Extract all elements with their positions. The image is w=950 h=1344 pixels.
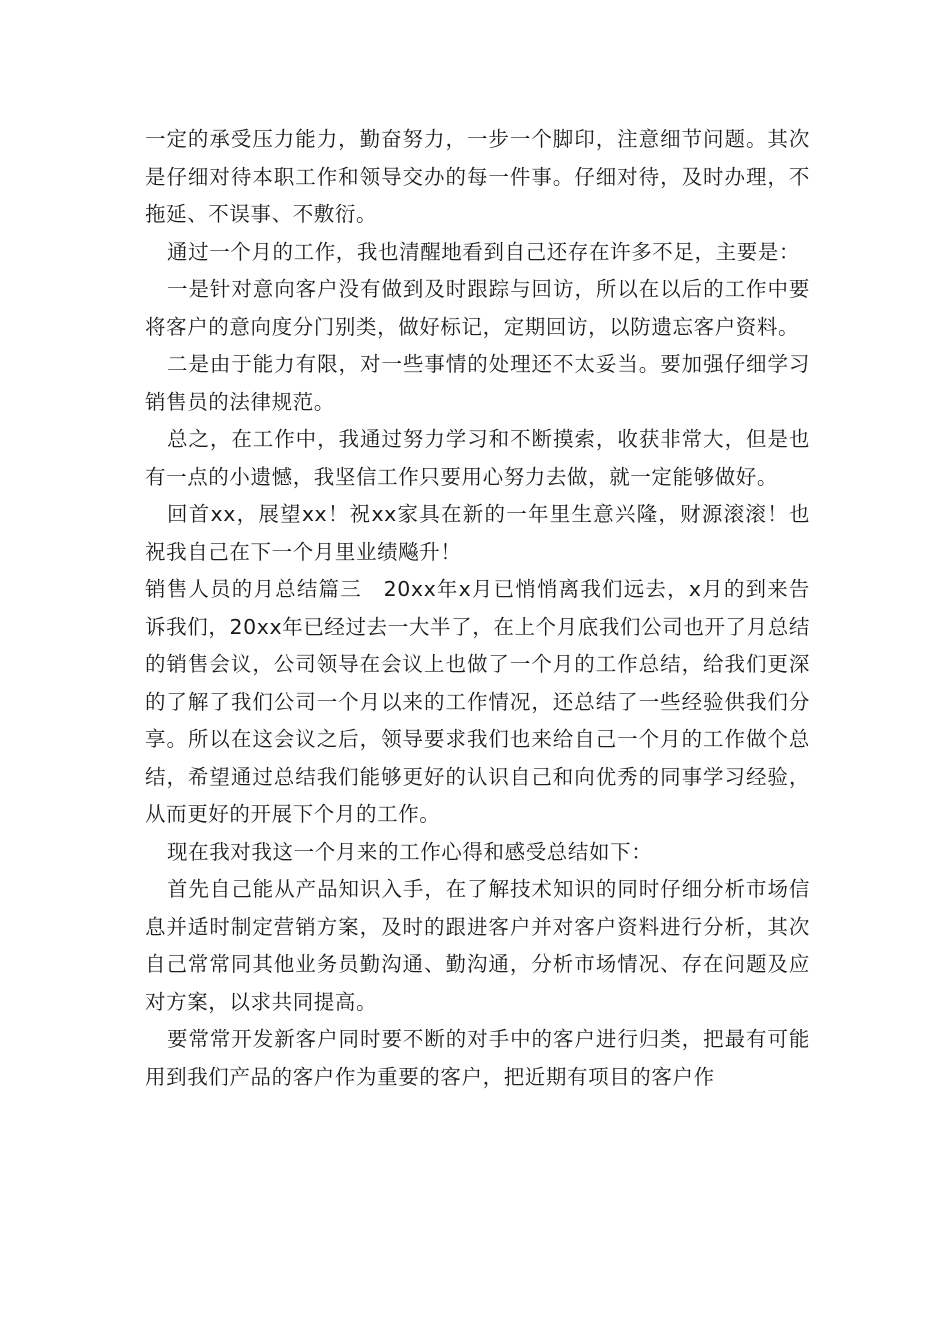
paragraph-8: 现在我对我这一个月来的工作心得和感受总结如下： — [167, 839, 653, 864]
paragraph-3: 一是针对意向客户没有做到及时跟踪与回访，所以在以后的工作中要将客户的意向度分门别类，做好标记，定期回访，以防遗忘客户资料。 — [145, 277, 810, 339]
paragraph-6: 回首xx，展望xx！祝xx家具在新的一年里生意兴隆，财源滚滚！也祝我自己在下一个月里业绩飚升！ — [145, 502, 810, 564]
document-body — [145, 121, 810, 1096]
paragraph-1: 一定的承受压力能力，勤奋努力，一步一个脚印，注意细节问题。其次是仔细对待本职工作和领导交办的每一件事。仔细对待，及时办理，不拖延、不误事、不敷衍。 — [145, 127, 810, 226]
paragraph-5: 总之，在工作中，我通过努力学习和不断摸索，收获非常大，但是也有一点的小遗憾，我坚信工作只要用心努力去做，就一定能够做好。 — [145, 427, 810, 489]
paragraph-7: 销售人员的月总结篇三 20xx年x月已悄悄离我们远去，x月的到来告诉我们，20xx年已经过去一大半了，在上个月底我们公司也开了月总结的销售会议，公司领导在会议上也做了一个月的工作总结，给我们更深的了解了我们公司一个月以来的工作情况，还总结了一些经验供我们分享。所以在这会议之后，领导要求我们也来给自己一个月的工作做个总结，希望通过总结我们能够更好的认识自己和向优秀的同事学习经验，从而更好的开展下个月的工作。 — [145, 577, 810, 826]
paragraph-2: 通过一个月的工作，我也清醒地看到自己还存在许多不足，主要是： — [167, 239, 800, 264]
paragraph-4: 二是由于能力有限，对一些事情的处理还不太妥当。要加强仔细学习销售员的法律规范。 — [145, 352, 810, 414]
paragraph-10: 要常常开发新客户同时要不断的对手中的客户进行归类，把最有可能用到我们产品的客户作为重要的客户，把近期有项目的客户作 — [145, 1027, 810, 1089]
paragraph-9: 首先自己能从产品知识入手，在了解技术知识的同时仔细分析市场信息并适时制定营销方案，及时的跟进客户并对客户资料进行分析，其次自己常常同其他业务员勤沟通、勤沟通，分析市场情况、存在问题及应对方案，以求共同提高。 — [145, 877, 810, 1014]
